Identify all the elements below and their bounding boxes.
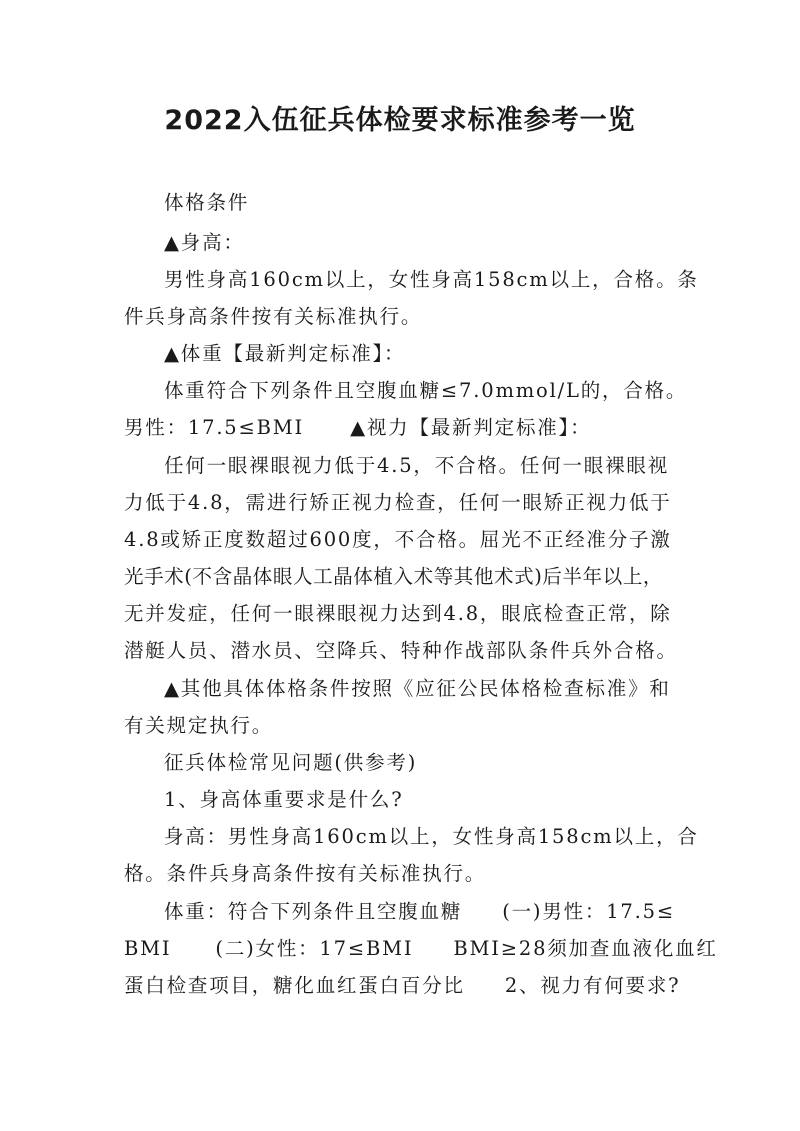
- paragraph-line-mixed: [124, 974, 684, 998]
- text-segment: (一)男性：17.5≤: [502, 900, 675, 923]
- paragraph-line: 体格条件: [164, 191, 250, 214]
- paragraph-line: ▲体重【最新判定标准】：: [164, 342, 406, 365]
- paragraph-line: 有关规定执行。: [124, 714, 274, 737]
- paragraph-line: 男性身高160cm以上，女性身高158cm以上，合格。条: [164, 268, 699, 291]
- text-segment: 2、视力有何要求?: [504, 974, 681, 997]
- paragraph-line: 潜艇人员、潜水员、空降兵、特种作战部队条件兵外合格。: [124, 639, 678, 662]
- paragraph-line: 力低于4.8，需进行矫正视力检查，任何一眼矫正视力低于: [124, 491, 672, 514]
- paragraph-line: 4.8或矫正度数超过600度，不合格。屈光不正经准分子激: [124, 528, 672, 551]
- paragraph-line: 格。条件兵身高条件按有关标准执行。: [124, 862, 487, 885]
- paragraph-line: 无并发症，任何一眼裸眼视力达到4.8，眼底检查正常，除: [124, 602, 672, 625]
- paragraph-line-mixed: [164, 900, 684, 924]
- text-segment: 男性：17.5≤BMI: [124, 416, 305, 439]
- paragraph-line: 体重符合下列条件且空腹血糖≤7.0mmol/L的，合格。: [164, 379, 688, 402]
- text-segment: BMI≥28须加查血液化血红: [453, 937, 718, 960]
- paragraph-line: ▲身高：: [164, 231, 245, 254]
- text-segment: ▲视力【最新判定标准】：: [350, 416, 592, 439]
- paragraph-line: ▲其他具体体格条件按照《应征公民体格检查标准》和: [164, 677, 671, 700]
- document-title: 2022入伍征兵体检要求标准参考一览: [164, 105, 636, 136]
- paragraph-line: 身高：男性身高160cm以上，女性身高158cm以上，合: [164, 825, 699, 848]
- text-segment: 蛋白检查项目，糖化血红蛋白百分比: [124, 974, 465, 997]
- paragraph-line-mixed: [124, 416, 724, 440]
- paragraph-line: 件兵身高条件按有关标准执行。: [124, 305, 423, 328]
- text-segment: (二)女性：17≤BMI: [215, 937, 414, 960]
- paragraph-line-mixed: [124, 937, 718, 961]
- paragraph-line: 征兵体检常见问题(供参考): [164, 751, 418, 774]
- paragraph-line: 光手术(不含晶体眼人工晶体植入术等其他术式)后半年以上，: [124, 565, 664, 588]
- text-segment: 体重：符合下列条件且空腹血糖: [164, 900, 463, 923]
- text-segment: BMI: [124, 937, 172, 960]
- paragraph-line: 1、身高体重要求是什么?: [164, 788, 404, 811]
- paragraph-line: 任何一眼裸眼视力低于4.5，不合格。任何一眼裸眼视: [164, 454, 670, 477]
